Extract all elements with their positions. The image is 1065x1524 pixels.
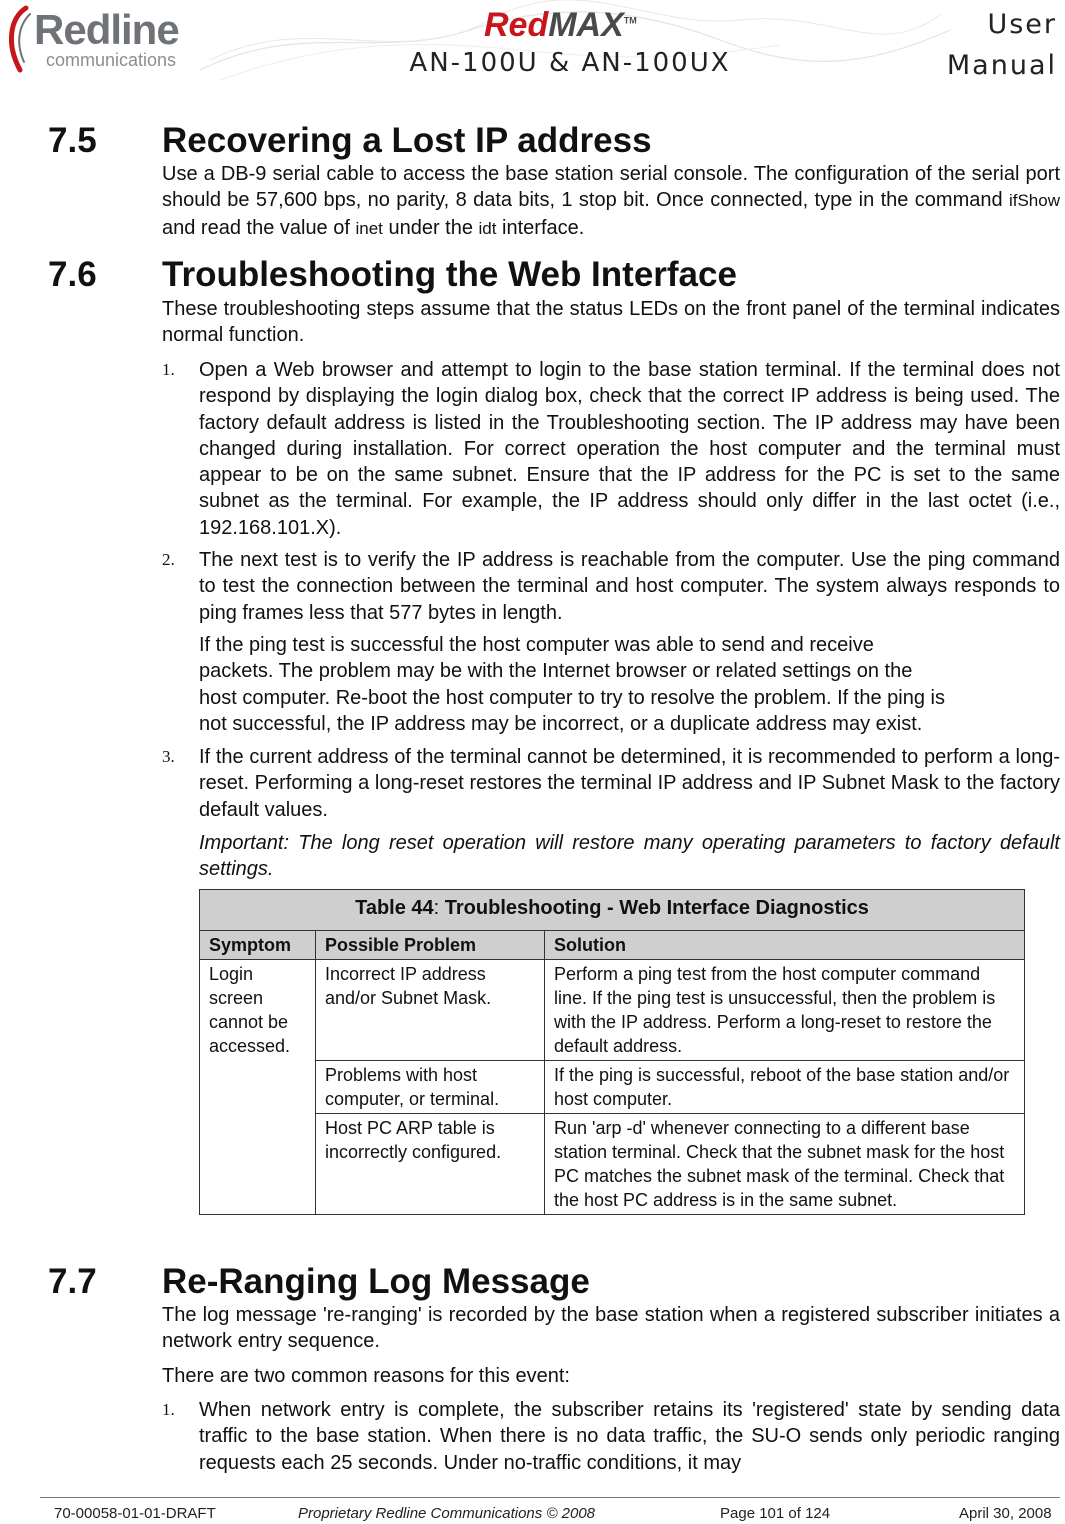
footer-page-number: Page 101 of 124	[720, 1505, 831, 1522]
redline-logo	[4, 4, 214, 74]
page-header	[0, 0, 1065, 86]
list-item-1: 1. Open a Web browser and attempt to login to the base station terminal. If the terminal does not respond by displaying the login dialog box, check that the correct IP address is being used. The factory default address is listed in the Troubleshooting section. The IP address may have been changed during installation. For correct operation the host computer and the terminal must appear to be on the same subnet. Ensure that the IP address for the PC is set to the same subnet as the terminal. For example, the IP address should only differ in the last octet (i.e., 192.168.101.X).	[162, 359, 1060, 539]
redmax-brand: RedMAX™	[484, 6, 637, 44]
interface-idt: idt	[478, 218, 497, 238]
document-type: User Manual	[946, 9, 1057, 81]
solution-cell: If the ping is successful, reboot of the base station and/or host computer.	[545, 1061, 1025, 1114]
command-ifshow: ifShow	[1008, 191, 1060, 211]
problem-cell: Incorrect IP address and/or Subnet Mask.	[316, 960, 545, 1061]
section-7-6-intro: These troubleshooting steps assume that the status LEDs on the front panel of the terminal indicates normal function.	[162, 298, 1060, 347]
table-row	[200, 960, 1025, 1061]
product-name: AN-100U & AN-100UX	[409, 48, 731, 78]
section-7-7-paragraph-1: The log message 're-ranging' is recorded by the base station when a registered subscriber initiates a network entry sequence.	[162, 1304, 1060, 1353]
header-solution: Solution	[545, 931, 1025, 960]
table-row	[200, 1114, 1025, 1215]
list-item-2: 2. The next test is to verify the IP address is reachable from the computer. Use the ping command to test the connection between the terminal and host computer. The system always responds to ping frames less that 577 bytes in length.	[162, 549, 1060, 624]
important-note: Important: The long reset operation will restore many operating parameters to factory default settings.	[199, 832, 1060, 881]
section-heading-7-5: 7.5 Recovering a Lost IP address	[48, 121, 652, 160]
logo-subtitle: communications	[46, 50, 177, 70]
troubleshooting-table	[199, 889, 1025, 1215]
value-inet: inet	[355, 218, 383, 238]
section-7-7-list-item-1: 1. When network entry is complete, the subscriber retains its 'registered' state by sending data traffic to the base station. When there is no data traffic, the SU-O sends only periodic ranging requests each 25 seconds. Under no-traffic conditions, it may	[162, 1399, 1060, 1474]
footer-doc-id: 70-00058-01-01-DRAFT	[54, 1505, 216, 1522]
footer-divider	[40, 1497, 1060, 1498]
section-7-5-paragraph: Use a DB-9 serial cable to access the base station serial console. The configuration of the serial port should be 57,600 bps, no parity, 8 data bits, 1 stop bit. Once connected, type in the command ifShow and read the value of inet under the idt interface.	[162, 163, 1060, 239]
list-item-3: 3. If the current address of the terminal cannot be determined, it is recommended to perform a long-reset. Performing a long-reset restores the terminal IP address and IP Subnet Mask to the factory default values.	[162, 746, 1060, 821]
list-item-2-followup: If the ping test is successful the host computer was able to send and receive packets. The problem may be with the Internet browser or related settings on the host computer. Re-boot the host computer to try to resolve the problem. If the ping is not successful, the IP address may be incorrect, or a duplicate address may exist.	[199, 634, 945, 735]
footer-proprietary: Proprietary Redline Communications © 2008	[298, 1505, 596, 1522]
table-header-row	[200, 931, 1025, 960]
problem-cell: Host PC ARP table is incorrectly configured.	[316, 1114, 545, 1215]
problem-cell: Problems with host computer, or terminal.	[316, 1061, 545, 1114]
table-title: Table 44: Troubleshooting - Web Interface Diagnostics	[200, 890, 1025, 931]
header-symptom: Symptom	[200, 931, 316, 960]
solution-cell: Run 'arp -d' whenever connecting to a different base station terminal. Check that the subnet mask for the host PC matches the subnet mask of the terminal. Check that the host PC address is in the same subnet.	[545, 1114, 1025, 1215]
logo-wordmark: Redline	[34, 6, 179, 53]
table-row	[200, 1061, 1025, 1114]
footer-date: April 30, 2008	[959, 1505, 1052, 1522]
section-heading-7-6: 7.6 Troubleshooting the Web Interface	[48, 255, 737, 294]
header-possible-problem: Possible Problem	[316, 931, 545, 960]
solution-cell: Perform a ping test from the host computer command line. If the ping test is unsuccessful, then the problem is with the IP address. Perform a long-reset to restore the default address.	[545, 960, 1025, 1061]
symptom-cell: Login screen cannot be accessed.	[200, 960, 316, 1215]
section-7-7-paragraph-2: There are two common reasons for this event:	[162, 1365, 570, 1387]
section-heading-7-7: 7.7 Re-Ranging Log Message	[48, 1262, 590, 1301]
